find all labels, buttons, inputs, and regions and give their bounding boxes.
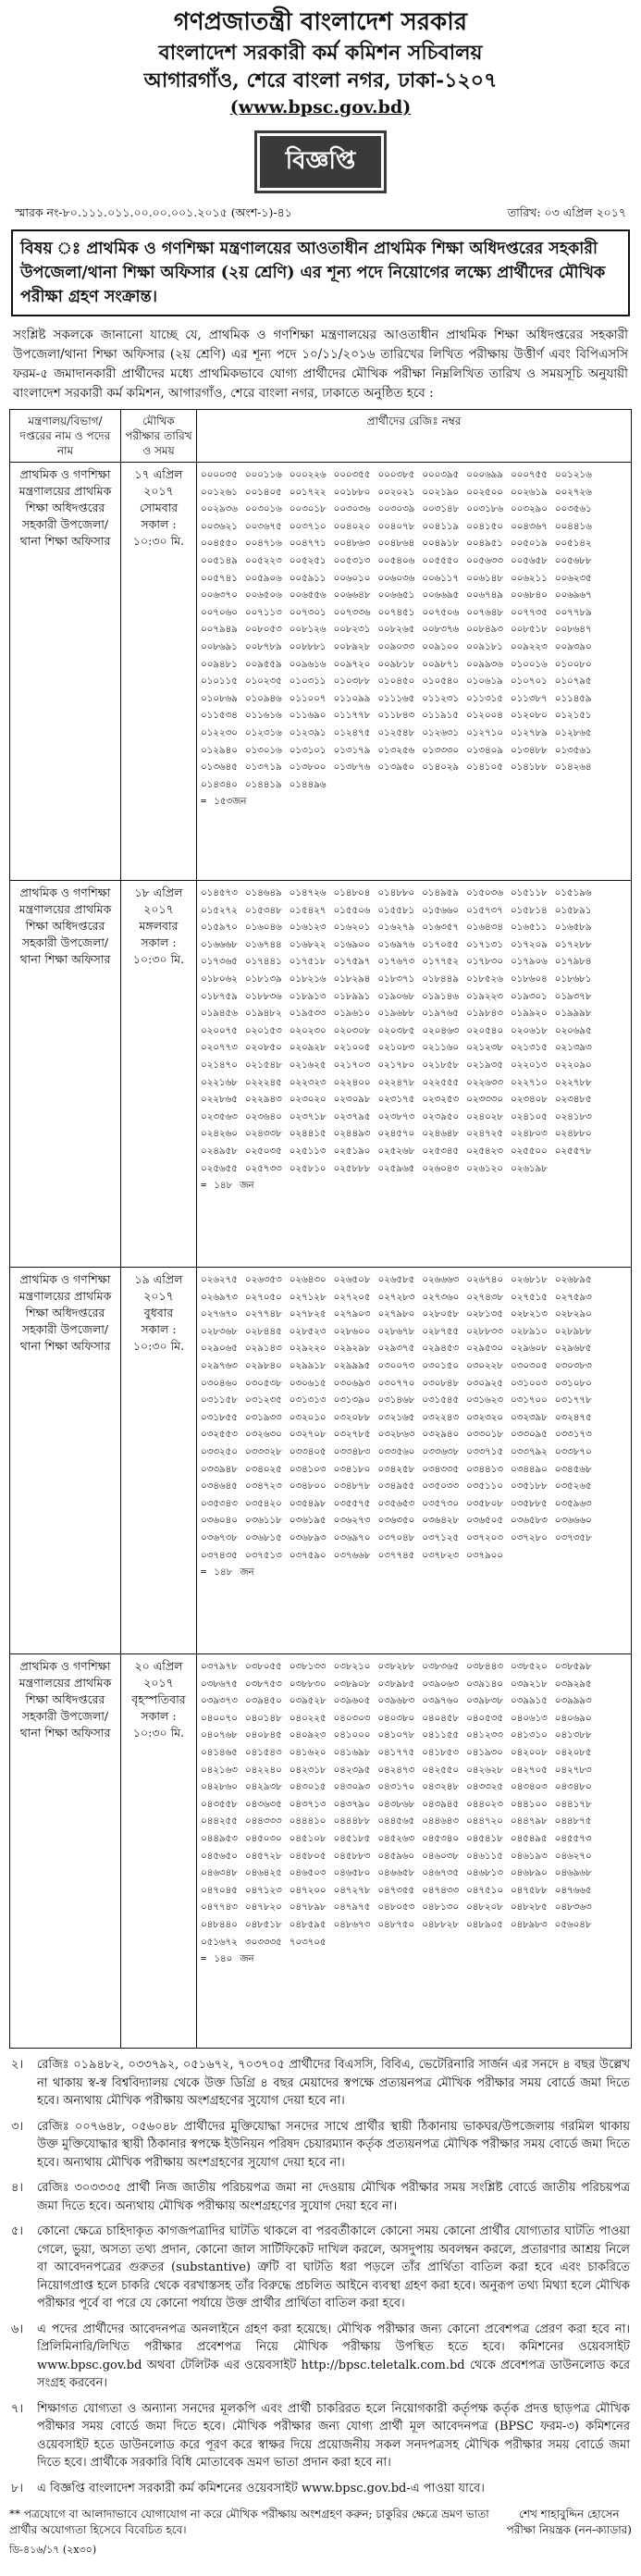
office-cell: প্রাথমিক ও গণশিক্ষা মন্ত্রণালয়ের প্রাথমিক শিক্ষা অধিদপ্তরের সহকারী উপজেলা/ থানা শিক্ষা অফিসার xyxy=(10,881,121,1268)
table-header-row xyxy=(10,410,632,463)
viva-date: ২০ এপ্রিল ২০১৭ xyxy=(134,1659,183,1690)
column-header-date: মৌখিক পরীক্ষার তারিখ ও সময় xyxy=(121,410,197,463)
footer-note: ** পত্রযোগে বা আলাদাভাবে যোগাযোগ না করে মৌখিক পরীক্ষায় অংশগ্রহণ করুন; চাকুরির ক্ষেত্রে ভ্রমণ ভাতা প্রার্থীর অযোগ্যতা হিসেবে বিবেচিত হবে। xyxy=(9,2508,489,2536)
notes-section xyxy=(11,2056,630,2497)
website-link[interactable]: (www.bpsc.gov.bd) xyxy=(229,97,412,118)
row-total: = ১৪৮ জন xyxy=(201,1180,254,1192)
footer xyxy=(9,2507,632,2538)
note-number: ২। xyxy=(11,2058,24,2072)
note-item xyxy=(11,2118,630,2173)
note-item xyxy=(11,2321,630,2393)
viva-time: ১০:৩০ মি. xyxy=(132,952,185,966)
viva-time: ১০:৩০ মি. xyxy=(132,534,185,548)
signatory-title: পরীক্ষা নিয়ন্ত্রক (নন-ক্যাডার) xyxy=(506,2523,632,2536)
note-number: ৩। xyxy=(11,2119,24,2134)
subject-box: বিষয় ঃ প্রাথমিক ও গণশিক্ষা মন্ত্রণালয়ের আওতাধীন প্রাথমিক শিক্ষা অধিদপ্তরের সহকারী উপজেলা/থানা শিক্ষা অফিসার (২য় শ্রেণি) এর শূন্য পদে নিয়োগের লক্ষ্যে প্রার্থীদের মৌখিক পরীক্ষা গ্রহণ সংক্রান্ত। xyxy=(11,229,630,316)
viva-time: ১০:৩০ মি. xyxy=(132,1339,185,1353)
registration-numbers: ০০০০৩৫ ০০০১১৬ ০০০২২৬ ০০০৩৫৫ ০০০৩৮৫ ০০০৩৯৫ ০০০৬৯৯ ০০০৭৫৫ ০০১২১৬ ০০১২৬১ ০০১৪০৫ ০০১৭২২ ০০১৮৮০ ০০২০২১ ০০২১৯০ ০০২৫০০ ০০২৬১৯ ০০২৭২৬ ০০২৯৩৬ ০০৩০১৬ ০০৩০১৮ ০০৩০৩৬ ০০৩০৩৯ ০০৩১৪৮ ০০৩১৮৬ ০০৩২৯০ ০০৩৫৬১ ০০৩৬২১ ০০৩৬৭৫ ০০৩৭১০ ০০৪০২০ ০০৪০৭৮ ০০৪১১৯ ০০৪১৫০ ০০৪৩৬৭ ০০৪৪১৬ ০০৪৫৫০ ০০৪৭১৬ ০০৪৭৭১ ০০৪৮৬৩ ০০৪৮৬৪ ০০৪৯১৮ ০০৪৯৫১ ০০৫০১৯ ০০৫১৪২ ০০৫১৪৯ ০০৫২২৩ ০০৫২৫১ ০০৫৩১৩ ০০৫৪০৬ ০০৫৫৫০ ০০৫৬৩৩ ০০৫৬৫৮ ০০৫৬৮৮ ০০৫৭৪১ ০০৫৯০৬ ০০৫৯১১ ০০৬০১০ ০০৬০৩৬ ০০৬১১৭ ০০৬১৪৮ ০০৬২১১ ০০৬২৩৫ ০০৬৩৭০ ০০৬৫০৬ ০০৬৫৫৬ ০০৬৬৪৮ ০০৬৬৫১ ০০৬৬৯৫ ০০৬৭৪৯ ০০৬৮৪০ ০০৬৯৬৭ ০০৭০৬০ ০০৭১১৩ ০০৭৩০১ ০০৭৩৩৬ ০০৭৪৫১ ০০৭৫০৬ ০০৭৬৪৮ ০০৭৭৩৫ ০০৭৭৮৯ ০০৭৯৪৯ ০০৮০৫৩ ০০৮১২৬ ০০৮২৩১ ০০৮২৬৫ ০০৮৩৭৬ ০০৮৪৯৩ ০০৮৫১৮ ০০৮৬৪৭ ০০৮৬৯১ ০০৮৭৮৯ ০০৮৮৮১ ০০৮৯২৮ ০০৯০৩৩ ০০৯১০০ ০০৯১৮১ ০০৯২২৩ ০০৯৩৯০ ০০৯৪৮১ ০০৯৫৫৯ ০০৯৬১৬ ০০৯৭২০ ০০৯৮১৮ ০০৯৮৭১ ০০৯৯৩৬ ০১০০১৬ ০১০০৮০ ০১০১১৫ ০১০২৩৫ ০১০৩১১ ০১০৩৮৮ ০১০৪৫০ ০১০৫৪০ ০১০৬১৯ ০১০৭০১ ০১০৭৯৫ ০১০৮৬৯ ০১০৯৪৬ ০১১০০৭ ০১১০৯৯ ০১১১৬৫ ০১১২৩১ ০১১৩১৫ ০১১৩৮৭ ০১১৪৫৯ ০১১৫৩৪ ০১১৬১৬ ০১১৬৯০ ০১১৭৭৮ ০১১৮৪৩ ০১১৯১৫ ০১২০০৪ ০১২০৮০ ০১২১৫১ ০১২২৩০ ০১২৩১৬ ০১২৩৯১ ০১২৪৭৫ ০১২৫৪৮ ০১২৬৩১ ০১২৭১০ ০১২৭৮৯ ০১২৮৬৫ ০১২৯৪০ ০১৩০১৬ ০১৩১০১ ০১৩১৭৯ ০১৩২৫৬ ০১৩৩৩০ ০১৩৪০৯ ০১৩৪৮৮ ০১৩৫৬১ ০১৩৬৪৫ ০১৩৭১৯ ০১৩৮০০ ০১৩৮৭৬ ০১৩৯৫০ ০১৪০২৯ ০১৪১০৫ ০১৪১৮৮ ০১৪২৬৪ ০১৪৩৪০ ০১৪৪১৯ ০১৪৪৯৬ xyxy=(201,469,592,790)
date-cell xyxy=(121,463,197,881)
row-total: = ১৪৮ জন xyxy=(201,1567,254,1579)
signatory-name: শেখ শাহাবুদ্দিন হোসেন xyxy=(519,2508,620,2520)
viva-date: ১৯ এপ্রিল ২০১৭ xyxy=(134,1272,183,1303)
row-total: = ১৪০ জন xyxy=(201,1953,254,1965)
govt-title: গণপ্রজাতন্ত্রী বাংলাদেশ সরকার xyxy=(173,8,468,36)
dfp-code: ডি-৪১৬/১৭ (২x৩০) xyxy=(9,2544,97,2556)
note-item xyxy=(11,2056,630,2111)
note-text: কোনো ক্ষেত্রে চাহিদাকৃত কাগজপত্রাদির ঘাটতি থাকলে বা পরবর্তীকালে কোনো সময় কোনো প্রার্থীর যোগ্যতার ঘাটতি পাওয়া গেলে, ভুয়া, অসত্য তথ্য প্রদান, কোনো জাল সার্টিফিকেট দাখিল করলে, অসদুপায় অবলম্বন করলে, প্রতারণার আশ্রয় নিলে বা আবেদনপত্রের গুরুতর (substantive) ত্রুটি বা ঘাটতি ধরা পড়লে তাঁর প্রার্থিতা বাতিল করা হবে এবং চাকরিতে নিয়োগপ্রাপ্ত হলে চাকরি থেকে বরখাস্তসহ তাঁর বিরুদ্ধে প্রচলিত আইনে ব্যবস্থা গ্রহণ করা হবে। অনুরূপ তথ্য মিথ্যা হলে মৌখিক পরীক্ষার পূর্বে বা পরে যে কোনো পর্যায়ে উক্ত প্রার্থীর প্রার্থিতা বাতিল করা হবে। xyxy=(37,2224,630,2310)
letterhead xyxy=(9,6,632,198)
viva-session: সকাল : xyxy=(141,935,177,949)
note-item xyxy=(11,2480,630,2498)
note-text: রেজিঃ ০১৯৪৮২, ০৩৩৭৯২, ০৫১৬৭২, ৭০৩৭০৫ প্রার্থীদের বিএসসি, বিবিএ, ভেটেরিনারি সার্জন এর সনদে ৪ বছর উল্লেখ না থাকায় স্ব-স্ব বিশ্ববিদ্যালয় থেকে উক্ত ডিগ্রি ৪ বছর মেয়াদের স্বপক্ষে প্রত্যয়নপত্র মৌখিক পরীক্ষার সময় বোর্ডে জমা দিতে হবে। অন্যথায় মৌখিক পরীক্ষায় অংশগ্রহণের সুযোগ দেয়া হবে না। xyxy=(37,2058,630,2108)
memo-number: স্মারক নং-৮০.১১১.০১১.০০.০০.০০১.২০১৫ (অংশ-১)-৪১ xyxy=(15,205,292,219)
note-number: ৫। xyxy=(11,2224,24,2238)
office-cell: প্রাথমিক ও গণশিক্ষা মন্ত্রণালয়ের প্রাথমিক শিক্ষা অধিদপ্তরের সহকারী উপজেলা/ থানা শিক্ষা অফিসার xyxy=(10,1268,121,1654)
viva-session: সকাল : xyxy=(141,1709,177,1723)
registration-cell xyxy=(197,881,632,1268)
note-number: ৪। xyxy=(11,2181,24,2195)
commission-address: আগারগাঁও, শেরে বাংলা নগর, ঢাকা-১২০৭ xyxy=(143,68,498,93)
registration-cell xyxy=(197,1654,632,2049)
note-item xyxy=(11,2400,630,2472)
table-row xyxy=(10,881,632,1268)
viva-time: ১০:৩০ মি. xyxy=(132,1726,185,1740)
table-row xyxy=(10,1268,632,1654)
notice-badge: বিজ্ঞপ্তি xyxy=(257,133,385,191)
note-text: শিক্ষাগত যোগ্যতা ও অন্যান্য সনদের মূলকপি এবং প্রার্থী চাকরিরত হলে নিয়োগকারী কর্তৃপক্ষ কর্তৃক প্রদত্ত ছাড়পত্র মৌখিক পরীক্ষার সময় বোর্ডে জমা দিতে হবে। মৌখিক পরীক্ষার জন্য যোগ্য প্রার্থী মূল আবেদনপত্র (BPSC ফরম-৩) কমিশনের ওয়েবসাইট হতে ডাউনলোড করে পূরণ করে স্বাক্ষর দিয়ে প্রয়োজনীয় সকল সনদপত্রসহ মৌখিক পরীক্ষার সময় বোর্ডে জমা দিতে হবে। প্রার্থীকে সরকারি বিধি মোতাবেক ভ্রমণ ভাতা প্রদান করা হবে না। xyxy=(37,2401,630,2470)
note-text: রেজিঃ ৩০৩৩৩৫ প্রার্থী নিজ জাতীয় পরিচয়পত্র জমা না দেওয়ায় মৌখিক পরীক্ষার সময় সংশ্লিষ্ট বোর্ডে জাতীয় পরিচয়পত্র জমা দিতে হবে। অন্যথায় মৌখিক পরীক্ষায় অংশগ্রহণের সুযোগ দেয়া হবে না। xyxy=(37,2181,630,2213)
note-number: ৭। xyxy=(11,2401,24,2416)
note-item xyxy=(11,2179,630,2215)
viva-date: ১৮ এপ্রিল ২০১৭ xyxy=(134,886,183,916)
registration-numbers: ০১৪৫৭৩ ০১৪৬৪৯ ০১৪৭২৬ ০১৪৮০৪ ০১৪৮৮০ ০১৪৯৫৯ ০১৫০৩৬ ০১৫১১৮ ০১৫১৯৬ ০১৫২৭২ ০১৫৩৪৮ ০১৫৪২৭ ০১৫৫০৬ ০১৫৫৮১ ০১৫৬৬০ ০১৫৭৩৭ ০১৫৮১৪ ০১৫৮৯১ ০১৫৯৭০ ০১৬০৪৬ ০১৬১২৩ ০১৬২০১ ০১৬২৭৯ ০১৬৩৫৭ ০১৬৪৩৪ ০১৬৫১১ ০১৬৫৮৯ ০১৬৬৬৮ ০১৬৭৪৪ ০১৬৮২২ ০১৬৯০০ ০১৬৯৭৬ ০১৭০৫৫ ০১৭১৩১ ০১৭২০৯ ০১৭২৮৮ ০১৭৩৬৫ ০১৭৪৪১ ০১৭৫১৮ ০১৭৫৯৭ ০১৭৬৭৩ ০১৭৭৫২ ০১৭৮৩০ ০১৭৯০৬ ০১৭৯৮৪ ০১৮০৬২ ০১৮১৩৯ ০১৮২১৬ ০১৮২৯৪ ০১৮৩৭১ ০১৮৪৪৯ ০১৮৫২৬ ০১৮৬০৪ ০১৮৬৮১ ০১৮৭৫৯ ০১৮৮৩৬ ০১৮৯১৩ ০১৮৯৯১ ০১৯০৬৮ ০১৯১৪৬ ০১৯২২৩ ০১৯৩০১ ০১৯৩৭৮ ০১৯৪৫৬ ০১৯৪৮২ ০১৯৫৩৩ ০১৯৬১০ ০১৯৬৮৮ ০১৯৭৬৫ ০১৯৮৪৩ ০১৯৯২০ ০১৯৯৯৮ ০২০০৭৫ ০২০১৫৩ ০২০২৩০ ০২০৩০৮ ০২০৩৮৫ ০২০৪৬৩ ০২০৫৪০ ০২০৬১৮ ০২০৬৯৫ ০২০৭৭৩ ০২০৮৫০ ০২০৯২৮ ০২১০০৫ ০২১০৮৩ ০২১১৬০ ০২১২৩৮ ০২১৩১৫ ০২১৩৯৩ ০২১৪৭০ ০২১৫৪৮ ০২১৬২৫ ০২১৭০৩ ০২১৭৮০ ০২১৮৫৮ ০২১৯৩৫ ০২২০১৩ ০২২০৯০ ০২২১৬৮ ০২২২৪৫ ০২২৩২৩ ০২২৪০০ ০২২৪৭৮ ০২২৫৫৫ ০২২৬৩৩ ০২২৭১০ ০২২৭৮৮ ০২২৮৬৫ ০২২৯৪৩ ০২৩০২০ ০২৩০৯৮ ০২৩১৭৫ ০২৩২৫৩ ০২৩৩৩০ ০২৩৪০৮ ০২৩৪৮৫ ০২৩৫৬৩ ০২৩৬৪০ ০২৩৭১৮ ০২৩৭৯৫ ০২৩৮৭৩ ০২৩৯৫০ ০২৪০২৮ ০২৪১০৫ ০২৪১৮৩ ০২৪২৬০ ০২৪৩৩৮ ০২৪৪১৫ ০২৪৪৯৩ ০২৪৫৭০ ০২৪৬৪৮ ০২৪৭২৫ ০২৪৮০৩ ০২৪৮৮০ ০২৪৯৫৮ ০২৫০৩৫ ০২৫১১৩ ০২৫১৯০ ০২৫২৬৮ ০২৫৩৪৫ ০২৫৪২৩ ০২৫৫০০ ০২৫৫৭৮ ০২৫৬৫৫ ০২৫৭৩৩ ০২৫৮১০ ০২৫৮৮৮ ০২৫৯৬৫ ০২৬০৪৩ ০২৬১২০ ০২৬১৯৮ xyxy=(201,887,592,1174)
office-cell: প্রাথমিক ও গণশিক্ষা মন্ত্রণালয়ের প্রাথমিক শিক্ষা অধিদপ্তরের সহকারী উপজেলা/ থানা শিক্ষা অফিসার xyxy=(10,463,121,881)
note-text: এ পদের প্রার্থীদের আবেদনপত্র অনলাইনে গ্রহণ করা হয়েছে। মৌখিক পরীক্ষার জন্য কোনো প্রবেশপত্র প্রেরণ করা হবে না। প্রিলিমিনারি/লিখিত পরীক্ষার প্রবেশপত্র নিয়ে মৌখিক পরীক্ষায় উপস্থিত হতে হবে। কমিশনের ওয়েবসাইট www.bpsc.gov.bd অথবা টেলিটক এর ওয়েবসাইট http://bpsc.teletalk.com.bd থেকে প্রবেশপত্র ডাউনলোড করে সংগ্রহ করবেন। xyxy=(37,2322,630,2390)
note-number: ৮। xyxy=(11,2481,24,2496)
registration-cell xyxy=(197,1268,632,1654)
viva-day: বৃহস্পতিবার xyxy=(131,1692,186,1706)
date-cell xyxy=(121,1268,197,1654)
viva-day: মঙ্গলবার xyxy=(139,919,179,933)
viva-schedule-table xyxy=(9,409,632,2049)
note-text: রেজিঃ ০০৭৬৪৮, ০৫৬০৪৮ প্রার্থীদের মুক্তিযোদ্ধা সনদের সাথে প্রার্থীর স্থায়ী ঠিকানায় ভাকঘর/উপজেলায় গরমিল থাকায় উক্ত মুক্তিযোদ্ধার স্থায়ী ঠিকানার স্বপক্ষে ইউনিয়ন পরিষদ চেয়ারম্যান কর্তৃক প্রত্যয়নপত্র মৌখিক পরীক্ষার সময় বোর্ডে জমা দিতে হবে। অন্যথায় মৌখিক পরীক্ষায় অংশগ্রহণের সুযোগ দেয়া হবে না। xyxy=(37,2119,630,2170)
viva-session: সকাল : xyxy=(141,1322,177,1336)
note-number: ৬। xyxy=(11,2322,24,2336)
signature-block xyxy=(507,2507,632,2538)
commission-name: বাংলাদেশ সরকারী কর্ম কমিশন সচিবালয় xyxy=(158,41,483,65)
row-total: = ১৫৩জন xyxy=(201,796,247,808)
registration-cell xyxy=(197,463,632,881)
note-item xyxy=(11,2223,630,2313)
viva-session: সকাল : xyxy=(141,517,177,531)
note-text: এ বিজ্ঞপ্তি বাংলাদেশ সরকারী কর্ম কমিশনের ওয়েবসাইট www.bpsc.gov.bd-এ পাওয়া যাবে। xyxy=(37,2481,485,2496)
intro-paragraph: সংশ্লিষ্ট সকলকে জানানো যাচ্ছে যে, প্রাথমিক ও গণশিক্ষা মন্ত্রণালয়ের আওতাধীন প্রাথমিক শিক্ষা অধিদপ্তরের সহকারী উপজেলা/থানা শিক্ষা অফিসার (২য় শ্রেণি) এর শূন্য পদে ১০/১১/২০১৬ তারিখের লিখিত পরীক্ষায় উত্তীর্ণ এবং বিপিএসসি ফরম-৫ জমাদানকারী প্রার্থীদের মধ্যে প্রাথমিকভাবে যোগ্য প্রার্থীদের মৌখিক পরীক্ষা নিম্নলিখিত তারিখ ও সময়সূচি অনুযায়ী বাংলাদেশ সরকারী কর্ম কমিশন, আগারগাঁও, শেরে বাংলা নগর, ঢাকাতে অনুষ্ঠিত হবে : xyxy=(13,328,628,401)
column-header-office: মন্ত্রণালয়/বিভাগ/ দপ্তরের নাম ও পদের নাম xyxy=(10,410,121,463)
office-cell: প্রাথমিক ও গণশিক্ষা মন্ত্রণালয়ের প্রাথমিক শিক্ষা অধিদপ্তরের সহকারী উপজেলা/ থানা শিক্ষা অফিসার xyxy=(10,1654,121,2049)
reference-row xyxy=(15,205,626,224)
registration-numbers: ০২৬২৭৫ ০২৬৩৫৩ ০২৬৪৩০ ০২৬৫০৮ ০২৬৫৮৫ ০২৬৬৬৩ ০২৬৭৪০ ০২৬৮১৮ ০২৬৮৯৫ ০২৬৯৭৩ ০২৭০৫০ ০২৭১২৮ ০২৭২০৫ ০২৭২৮৩ ০২৭৩৬০ ০২৭৪৩৮ ০২৭৫১৫ ০২৭৫৯৩ ০২৭৬৭০ ০২৭৭৪৮ ০২৭৮২৫ ০২৭৯০৩ ০২৭৯৮০ ০২৮০৫৮ ০২৮১৩৫ ০২৮২১৩ ০২৮২৯০ ০২৮৩৬৮ ০২৮৪৪৫ ০২৮৫২৩ ০২৮৬০০ ০২৮৬৭৮ ০২৮৭৫৫ ০২৮৮৩৩ ০২৮৯১০ ০২৮৯৮৮ ০২৯০৬৫ ০২৯১৪৩ ০২৯২২০ ০২৯২৯৮ ০২৯৩৭৫ ০২৯৪৫৩ ০২৯৫৩০ ০২৯৬০৮ ০২৯৬৮৫ ০২৯৭৬৩ ০২৯৮৪০ ০২৯৯১৮ ০২৯৯৯৫ ০৩০০৭৩ ০৩০১৫০ ০৩০২২৮ ০৩০৩০৫ ০৩০৩৮৩ ০৩০৪৬০ ০৩০৫৩৮ ০৩০৬১৫ ০৩০৬৯৩ ০৩০৭৭০ ০৩০৮৪৮ ০৩০৯২৫ ০৩১০০৩ ০৩১০৮০ ০৩১১৫৮ ০৩১২৩৫ ০৩১৩১৩ ০৩১৩৯০ ০৩১৪৬৮ ০৩১৫৪৫ ০৩১৬২৩ ০৩১৭০০ ০৩১৭৭৮ ০৩১৮৫৫ ০৩১৯৩৩ ০৩২০১০ ০৩২০৮৮ ০৩২১৬৫ ০৩২২৪৩ ০৩২৩২০ ০৩২৩৯৮ ০৩২৪৭৫ ০৩২৫৫৩ ০৩২৬৩০ ০৩২৭০৮ ০৩২৭৮৫ ০৩২৮৬৩ ০৩২৯৪০ ০৩৩০১৮ ০৩৩০৯৫ ০৩৩১৭৩ ০৩৩২৫০ ০৩৩৩২৮ ০৩৩৪০৫ ০৩৩৪৮৩ ০৩৩৫৬০ ০৩৩৬৩৮ ০৩৩৭১৫ ০৩৩৭৯২ ০৩৩৮৭০ ০৩৩৯৪৮ ০৩৪০২৫ ০৩৪১০৩ ০৩৪১৮০ ০৩৪২৫৮ ০৩৪৩৩৫ ০৩৪৪১৩ ০৩৪৪৯০ ০৩৪৫৬৮ ০৩৪৬৪৫ ০৩৪৭২৩ ০৩৪৮০০ ০৩৪৮৭৮ ০৩৪৯৫৫ ০৩৫০৩৩ ০৩৫১১০ ০৩৫১৮৮ ০৩৫২৬৫ ০৩৫৩৪৩ ০৩৫৪২০ ০৩৫৪৯৮ ০৩৫৫৭৫ ০৩৫৬৫৩ ০৩৫৭৩০ ০৩৫৮০৮ ০৩৫৮৮৫ ০৩৫৯৬৩ ০৩৬০৪০ ০৩৬১১৮ ০৩৬১৯৫ ০৩৬২৭৩ ০৩৬৩৫০ ০৩৬৪২৮ ০৩৬৫০৫ ০৩৬৫৮৩ ০৩৬৬৬০ ০৩৬৭৩৮ ০৩৬৮১৫ ০৩৬৮৯৩ ০৩৬৯৭০ ০৩৭০৪৮ ০৩৭১২৫ ০৩৭২০৩ ০৩৭২৮০ ০৩৭৩৫৮ ০৩৭৪৩৫ ০৩৭৫১৩ ০৩৭৫৯০ ০৩৭৬৬৮ ০৩৭৭৪৫ ০৩৭৮২৩ ০৩৭৯০০ xyxy=(201,1274,592,1561)
table-row xyxy=(10,1654,632,2049)
viva-day: বুধবার xyxy=(143,1306,174,1319)
date-cell xyxy=(121,881,197,1268)
viva-day: সোমবার xyxy=(139,501,179,514)
notice-page xyxy=(9,0,632,2559)
notice-date: তারিখ: ০৩ এপ্রিল ২০১৭ xyxy=(507,205,626,219)
table-row xyxy=(10,463,632,881)
viva-date: ১৭ এপ্রিল ২০১৭ xyxy=(134,467,183,498)
registration-numbers: ০৩৭৯৭৮ ০৩৮০৫৫ ০৩৮১৩৩ ০৩৮২১০ ০৩৮২৮৮ ০৩৮৩৬৫ ০৩৮৪৪৩ ০৩৮৫২০ ০৩৮৫৯৮ ০৩৮৬৭৫ ০৩৮৭৫৩ ০৩৮৮৩০ ০৩৮৯০৮ ০৩৮৯৮৫ ০৩৯০৬৩ ০৩৯১৪০ ০৩৯২১৮ ০৩৯২৯৫ ০৩৯৩৭৩ ০৩৯৪৫০ ০৩৯৫২৮ ০৩৯৬০৫ ০৩৯৬৮৩ ০৩৯৭৬০ ০৩৯৮৩৮ ০৩৯৯১৫ ০৩৯৯৯৩ ০৪০০৭০ ০৪০১৪৮ ০৪০২২৫ ০৪০৩০৩ ০৪০৩৮০ ০৪০৪৫৮ ০৪০৫৩৫ ০৪০৬১৩ ০৪০৬৯০ ০৪০৭৬৮ ০৪০৮৪৫ ০৪০৯২৩ ০৪১০০০ ০৪১০৭৮ ০৪১১৫৫ ০৪১২৩৩ ০৪১৩১০ ০৪১৩৮৮ ০৪১৪৬৫ ০৪১৫৪৩ ০৪১৬২০ ০৪১৬৯৮ ০৪১৭৭৫ ০৪১৮৫৩ ০৪১৯৩০ ০৪২০০৮ ০৪২০৮৫ ০৪২১৬৩ ০৪২২৪০ ০৪২৩১৮ ০৪২৩৯৫ ০৪২৪৭৩ ০৪২৫৫০ ০৪২৬২৮ ০৪২৭০৫ ০৪২৭৮৩ ০৪২৮৬০ ০৪২৯৩৮ ০৪৩০১৫ ০৪৩০৯৩ ০৪৩১৭০ ০৪৩২৪৮ ০৪৩৩২৫ ০৪৩৪০৩ ০৪৩৪৮০ ০৪৩৫৫৮ ০৪৩৬৩৫ ০৪৩৭১৩ ০৪৩৭৯০ ০৪৩৮৬৮ ০৪৩৯৪৫ ০৪৪০২৩ ০৪৪১০০ ০৪৪১৭৮ ০৪৪২৫৫ ০৪৪৩৩৩ ০৪৪৪১০ ০৪৪৪৮৮ ০৪৪৫৬৫ ০৪৪৬৪৩ ০৪৪৭২০ ০৪৪৭৯৮ ০৪৪৮৭৫ ০৪৪৯৫৩ ০৪৫০৩০ ০৪৫১০৮ ০৪৫১৮৫ ০৪৫২৬৩ ০৪৫৩৪০ ০৪৫৪১৮ ০৪৫৪৯৫ ০৪৫৫৭৩ ০৪৫৬৫০ ০৪৫৭২৮ ০৪৫৮০৫ ০৪৫৮৮৩ ০৪৫৯৬০ ০৪৬০৩৮ ০৪৬১১৫ ০৪৬১৯৩ ০৪৬২৭০ ০৪৬৩৪৮ ০৪৬৪২৫ ০৪৬৫০৩ ০৪৬৫৮০ ০৪৬৬৫৮ ০৪৬৭৩৫ ০৪৬৮১৩ ০৪৬৮৯০ ০৪৬৯৬৮ ০৪৭০৪৫ ০৪৭১২৩ ০৪৭২০০ ০৪৭২৭৮ ০৪৭৩৫৫ ০৪৭৪৩৩ ০৪৭৫১০ ০৪৭৫৮৮ ০৪৭৬৬৫ ০৪৭৭৪৩ ০৪৭৮২০ ০৪৭৮৯৮ ০৪৭৯৭৫ ০৪৮০৫৩ ০৪৮১৩০ ০৪৮২০৮ ০৪৮২৮৫ ০৪৮৩৬৩ ০৪৮৪৪০ ০৪৮৫১৮ ০৪৮৫৯৫ ০৪৮৬৭৩ ০৪৮৭৫০ ০৪৮৮২৮ ০৪৮৯০৫ ০৪৮৯৮৩ ০৫৬০৪৮ ০৫১৬৭২ ৩০৩৩৩৫ ৭০৩৭০৫ xyxy=(201,1661,592,1948)
column-header-registration: প্রার্থীদের রেজিঃ নম্বর xyxy=(197,410,632,463)
date-cell xyxy=(121,1654,197,2049)
